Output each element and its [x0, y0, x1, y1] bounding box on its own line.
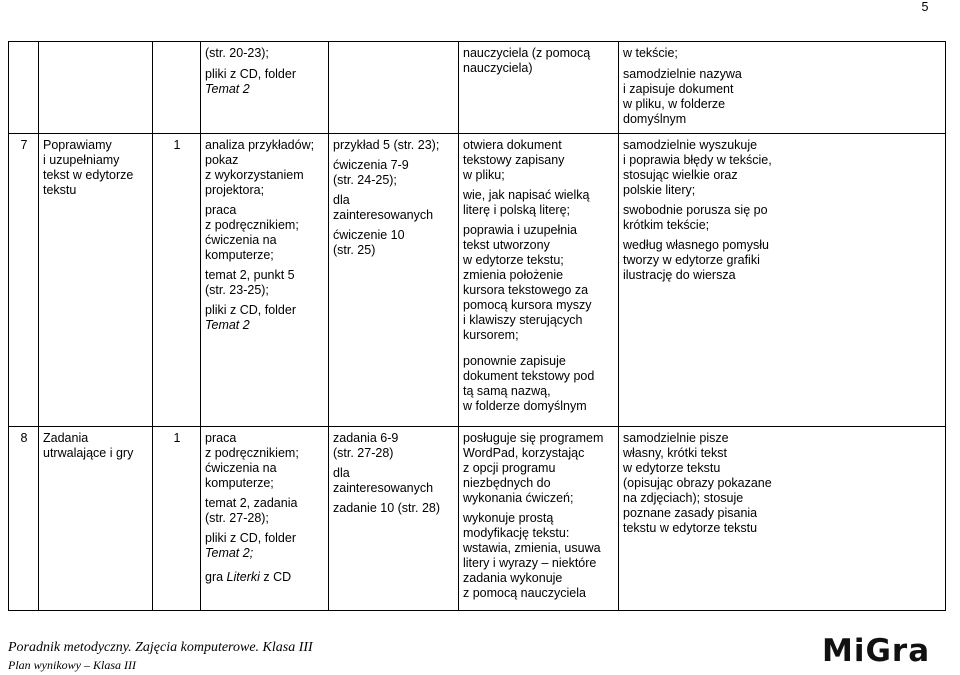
basic-line: dokument tekstowy pod	[463, 369, 595, 383]
basic-line: w folderze domyślnym	[463, 399, 587, 413]
exercises-paragraph	[333, 228, 455, 258]
exercises-line: (str. 24-25);	[333, 173, 397, 187]
basic-line: nauczyciela (z pomocą	[463, 46, 591, 60]
methods-line: ćwiczenia na	[205, 233, 277, 247]
basic-line: wykonuje prostą	[463, 511, 554, 525]
lp-cell: 8	[9, 427, 39, 611]
extended-paragraph	[623, 238, 942, 283]
hours-cell: 1	[153, 134, 201, 427]
extended-line: tworzy w edytorze grafiki	[623, 253, 760, 267]
basic-line: kursora tekstowego za	[463, 283, 589, 297]
methods-line: komputerze;	[205, 248, 274, 262]
exercises-line: (str. 27-28)	[333, 446, 394, 460]
methods-line: Temat 2	[205, 318, 250, 332]
extended-line: polskie litery;	[623, 183, 696, 197]
basic-line: kursorem;	[463, 328, 519, 342]
extended-line: i poprawia błędy w tekście,	[623, 153, 772, 167]
topic-cell	[39, 42, 153, 134]
methods-text: gra	[205, 570, 227, 584]
extended-line: poznane zasady pisania	[623, 506, 758, 520]
basic-line: tekstowy zapisany	[463, 153, 565, 167]
methods-line: komputerze;	[205, 476, 274, 490]
lesson-plan-table	[8, 41, 960, 611]
methods-paragraph	[205, 570, 325, 585]
extended-text: w tekście;	[623, 46, 678, 60]
exercises-line: ćwiczenia 7-9	[333, 158, 409, 172]
extended-line: według własnego pomysłu	[623, 238, 769, 252]
exercises-paragraph: zadanie 10 (str. 28)	[333, 501, 441, 515]
extended-line: samodzielnie nazywa	[623, 67, 742, 81]
table-row-lesson-7	[9, 134, 960, 427]
methods-line: z podręcznikiem;	[205, 446, 299, 460]
basic-line: w pliku;	[463, 168, 505, 182]
methods-line: pliki z CD, folder	[205, 531, 296, 545]
methods-paragraph	[205, 138, 325, 198]
methods-line: pokaz	[205, 153, 239, 167]
topic-line: tekstu	[43, 183, 77, 197]
methods-line: projektora;	[205, 183, 265, 197]
basic-line: poprawia i uzupełnia	[463, 223, 577, 237]
extended-line: własny, krótki tekst	[623, 446, 727, 460]
extended-line: stosując wielkie oraz	[623, 168, 738, 182]
methods-line: Temat 2;	[205, 546, 254, 560]
footer-title: Poradnik metodyczny. Zajęcia komputerowe. Klasa III	[8, 640, 313, 655]
exercises-line: ćwiczenie 10	[333, 228, 405, 242]
topic-cell	[39, 427, 153, 611]
topic-cell	[39, 134, 153, 427]
methods-line: ćwiczenia na	[205, 461, 277, 475]
methods-paragraph	[205, 303, 325, 333]
basic-line: wie, jak napisać wielką	[463, 188, 590, 202]
extended-line: na zdjęciach); stosuje	[623, 491, 744, 505]
basic-paragraph	[463, 431, 615, 506]
basic-line: wykonania ćwiczeń;	[463, 491, 574, 505]
exercises-line: dla	[333, 193, 350, 207]
exercises-cell	[329, 427, 459, 611]
methods-line: praca	[205, 203, 237, 217]
basic-line: z pomocą nauczyciela	[463, 586, 586, 600]
exercises-cell	[329, 42, 459, 134]
basic-cell	[459, 134, 619, 427]
publisher-logo	[822, 632, 931, 670]
basic-line: w edytorze tekstu;	[463, 253, 564, 267]
basic-line: zmienia położenie	[463, 268, 564, 282]
exercises-paragraph: przykład 5 (str. 23);	[333, 138, 440, 152]
methods-paragraph	[205, 496, 325, 526]
extended-paragraph	[623, 138, 942, 198]
exercises-paragraph	[333, 466, 455, 496]
topic-line: i uzupełniamy	[43, 153, 120, 167]
basic-paragraph	[463, 188, 615, 218]
extended-line: ilustrację do wiersza	[623, 268, 736, 282]
basic-paragraph	[463, 354, 615, 414]
basic-line: z opcji programu	[463, 461, 556, 475]
basic-line: literę i polską literę;	[463, 203, 570, 217]
exercises-line: zadania 6-9	[333, 431, 399, 445]
exercises-line: zainteresowanych	[333, 208, 434, 222]
basic-paragraph	[463, 223, 615, 343]
basic-line: niezbędnych do	[463, 476, 551, 490]
exercises-paragraph	[333, 431, 455, 461]
basic-paragraph	[463, 511, 615, 601]
basic-line: pomocą kursora myszy	[463, 298, 592, 312]
lp-cell	[9, 42, 39, 134]
basic-cell	[459, 427, 619, 611]
extended-line: swobodnie porusza się po	[623, 203, 768, 217]
extended-line: tekstu w edytorze tekstu	[623, 521, 758, 535]
methods-cell	[201, 134, 329, 427]
lp-cell: 7	[9, 134, 39, 427]
methods-line: pliki z CD, folder	[205, 303, 296, 317]
extended-cell	[619, 42, 946, 134]
basic-line: i klawiszy sterujących	[463, 313, 583, 327]
extended-line: w edytorze tekstu	[623, 461, 721, 475]
methods-line: temat 2, punkt 5	[205, 268, 295, 282]
basic-line: modyfikację tekstu:	[463, 526, 570, 540]
extended-paragraph	[623, 203, 942, 233]
extended-cell	[619, 427, 946, 611]
methods-line: Temat 2	[205, 82, 250, 96]
hours-cell	[153, 42, 201, 134]
methods-line: pliki z CD, folder	[205, 67, 296, 81]
basic-paragraph	[463, 138, 615, 183]
basic-line: posługuje się programem	[463, 431, 604, 445]
basic-cell	[459, 42, 619, 134]
exercises-paragraph	[333, 193, 455, 223]
basic-line: litery i wyrazy – niektóre	[463, 556, 597, 570]
basic-line: zadania wykonuje	[463, 571, 563, 585]
methods-paragraph	[205, 268, 325, 298]
extended-line: samodzielnie wyszukuje	[623, 138, 758, 152]
methods-cell	[201, 42, 329, 134]
exercises-cell	[329, 134, 459, 427]
extended-cell	[619, 134, 946, 427]
methods-line: z wykorzystaniem	[205, 168, 304, 182]
exercises-paragraph	[333, 158, 455, 188]
methods-paragraph	[205, 203, 325, 263]
extended-line: w pliku, w folderze	[623, 97, 726, 111]
basic-line: nauczyciela)	[463, 61, 533, 75]
basic-line: ponownie zapisuje	[463, 354, 566, 368]
game-title: Literki	[226, 570, 260, 584]
methods-line: (str. 27-28);	[205, 511, 269, 525]
table-row-continuation	[9, 42, 960, 134]
topic-line: utrwalające i gry	[43, 446, 134, 460]
page-number: 5	[921, 0, 929, 14]
topic-line: tekst w edytorze	[43, 168, 134, 182]
methods-text: z CD	[259, 570, 292, 584]
extended-line: krótkim tekście;	[623, 218, 710, 232]
table-row-lesson-8	[9, 427, 960, 611]
basic-line: WordPad, korzystając	[463, 446, 585, 460]
hours-cell: 1	[153, 427, 201, 611]
footer-subtitle: Plan wynikowy – Klasa III	[8, 658, 136, 672]
methods-cell	[201, 427, 329, 611]
extended-line: samodzielnie pisze	[623, 431, 729, 445]
methods-paragraph	[205, 431, 325, 491]
methods-line: praca	[205, 431, 237, 445]
basic-line: tą samą nazwą,	[463, 384, 551, 398]
methods-line: (str. 20-23);	[205, 46, 269, 60]
methods-line: temat 2, zadania	[205, 496, 298, 510]
extended-line: (opisując obrazy pokazane	[623, 476, 772, 490]
exercises-line: dla	[333, 466, 350, 480]
logo-text: MiGra	[822, 633, 931, 669]
methods-line: (str. 23-25);	[205, 283, 269, 297]
methods-paragraph	[205, 531, 325, 561]
basic-line: wstawia, zmienia, usuwa	[463, 541, 601, 555]
basic-line: tekst utworzony	[463, 238, 550, 252]
extended-line: i zapisuje dokument	[623, 82, 734, 96]
exercises-line: zainteresowanych	[333, 481, 434, 495]
extended-paragraph	[623, 431, 942, 536]
topic-line: Poprawiamy	[43, 138, 112, 152]
topic-line: Zadania	[43, 431, 89, 445]
methods-line: analiza przykładów;	[205, 138, 315, 152]
basic-line: otwiera dokument	[463, 138, 562, 152]
extended-line: domyślnym	[623, 112, 687, 126]
methods-line: z podręcznikiem;	[205, 218, 299, 232]
exercises-line: (str. 25)	[333, 243, 376, 257]
